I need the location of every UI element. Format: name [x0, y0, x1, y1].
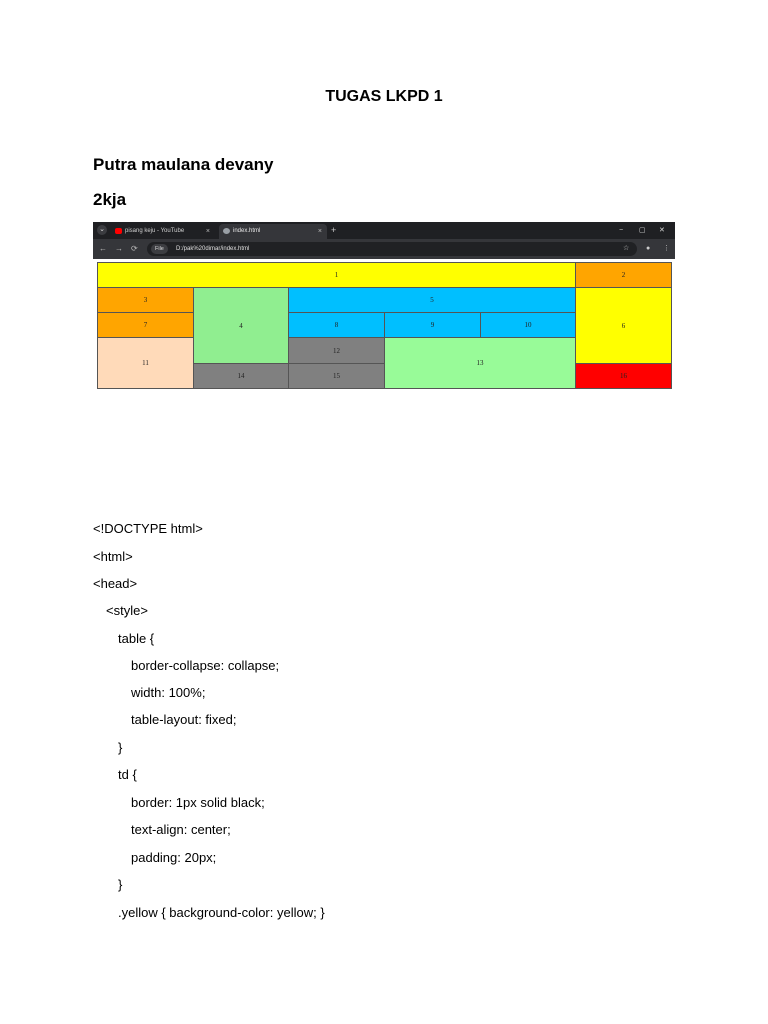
menu-dots-icon[interactable]: ⋮ [663, 245, 670, 252]
table-cell-15: 15 [288, 363, 385, 389]
star-icon[interactable]: ☆ [623, 245, 630, 252]
browser-toolbar [93, 239, 675, 259]
tab-label: pisang keju - YouTube [125, 228, 185, 234]
browser-screenshot [93, 222, 675, 393]
table-cell-9: 9 [384, 312, 481, 338]
close-window-button[interactable]: ✕ [659, 227, 665, 234]
colored-table [93, 259, 675, 393]
youtube-icon [115, 228, 122, 234]
tab-index-html[interactable] [219, 224, 327, 239]
profile-icon[interactable]: ● [646, 245, 651, 252]
browser-tab-strip [93, 222, 675, 239]
code-line: <head> [93, 576, 138, 591]
close-icon[interactable]: × [317, 228, 322, 235]
reload-icon[interactable]: ⟳ [131, 244, 138, 253]
table-cell-6: 6 [575, 287, 672, 364]
minimize-button[interactable]: − [619, 227, 624, 234]
code-line: } [118, 877, 123, 892]
back-arrow-icon[interactable]: ← [99, 244, 107, 253]
table-cell-3: 3 [97, 287, 194, 313]
close-icon[interactable]: × [205, 228, 210, 235]
table-cell-7: 7 [97, 312, 194, 338]
table-cell-16: 16 [575, 363, 672, 389]
code-line: <!DOCTYPE html> [93, 521, 203, 536]
new-tab-button[interactable]: + [331, 225, 337, 235]
table-cell-11: 11 [97, 337, 194, 389]
globe-icon [223, 228, 230, 234]
maximize-button[interactable]: ▢ [639, 227, 646, 234]
code-line: padding: 20px; [131, 850, 217, 865]
address-bar[interactable] [147, 242, 637, 256]
forward-arrow-icon[interactable]: → [115, 244, 123, 253]
code-line: text-align: center; [131, 822, 231, 837]
class-name: 2kja [93, 190, 127, 209]
code-line: td { [118, 767, 137, 782]
code-line: table { [118, 631, 155, 646]
table-cell-8: 8 [288, 312, 385, 338]
code-line: <style> [106, 603, 148, 618]
table-cell-2: 2 [575, 262, 672, 288]
table-cell-13: 13 [384, 337, 576, 389]
address-url[interactable]: D:/pak%20dimar/index.html [176, 246, 250, 252]
code-line: width: 100%; [131, 685, 206, 700]
code-line: border: 1px solid black; [131, 795, 265, 810]
table-cell-14: 14 [193, 363, 289, 389]
tab-youtube[interactable] [111, 224, 215, 239]
tab-search-icon[interactable]: ⌄ [97, 225, 107, 235]
tab-label: index.html [233, 228, 261, 234]
code-line: border-collapse: collapse; [131, 658, 280, 673]
code-line: <html> [93, 549, 133, 564]
code-line: table-layout: fixed; [131, 712, 237, 727]
code-line: .yellow { background-color: yellow; } [118, 905, 325, 920]
table-cell-1: 1 [97, 262, 576, 288]
table-cell-12: 12 [288, 337, 385, 364]
file-chip[interactable]: File [151, 244, 168, 254]
table-cell-5: 5 [288, 287, 576, 313]
author-name: Putra maulana devany [93, 155, 274, 174]
table-cell-10: 10 [480, 312, 576, 338]
table-cell-4: 4 [193, 287, 289, 364]
code-line: } [118, 740, 123, 755]
doc-title: TUGAS LKPD 1 [325, 88, 443, 105]
